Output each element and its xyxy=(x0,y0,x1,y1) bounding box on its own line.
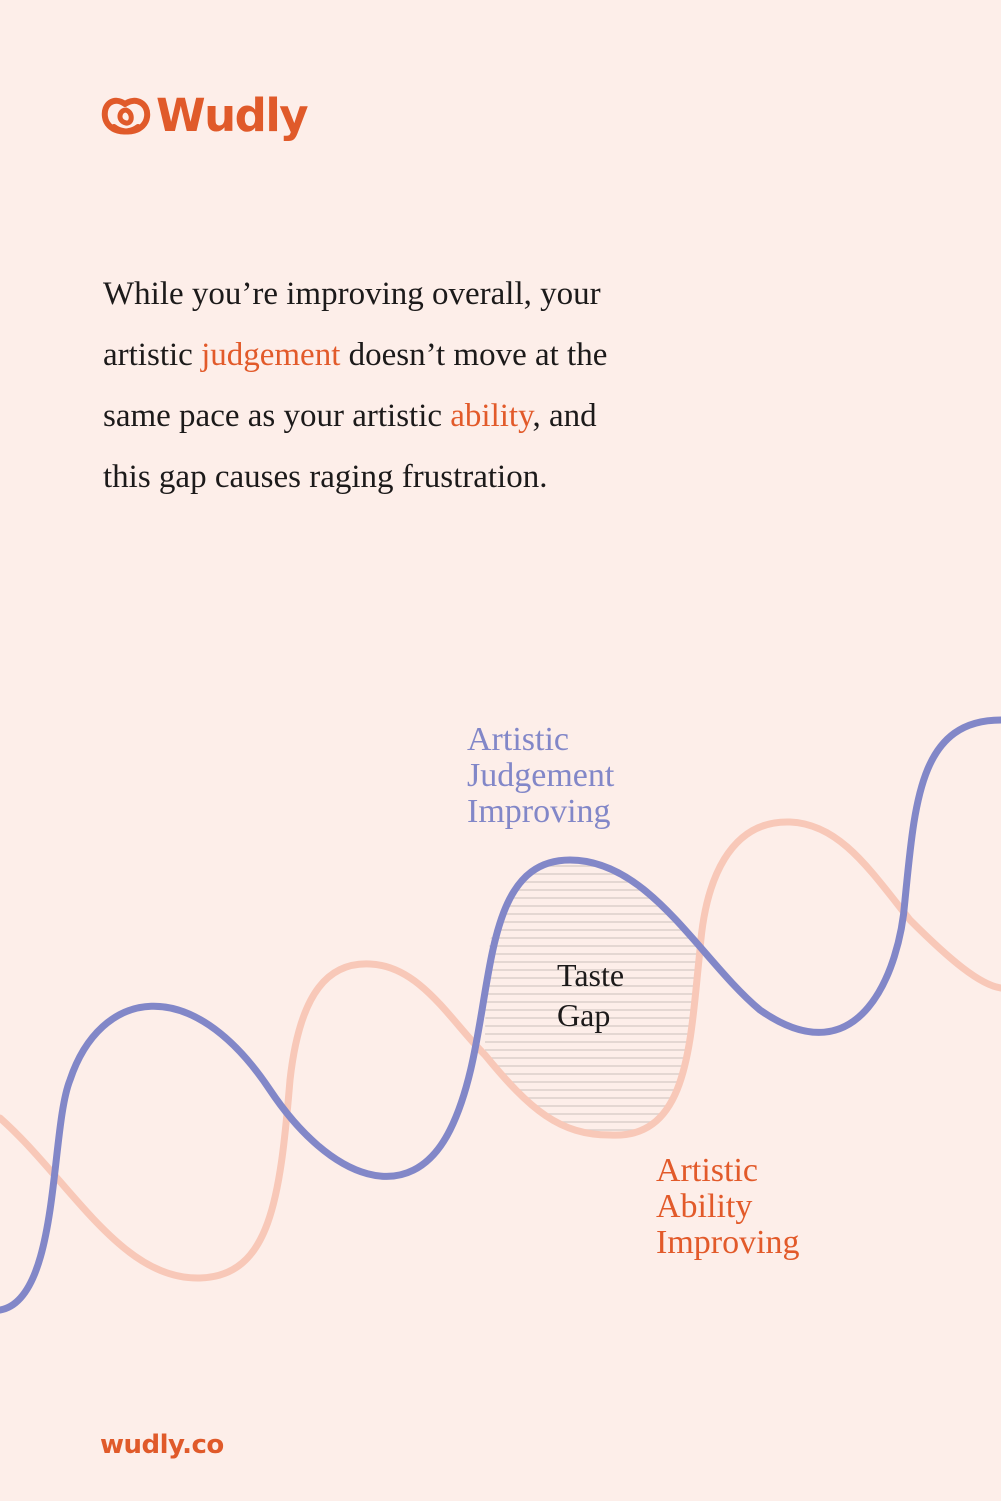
judgement-label xyxy=(467,722,614,830)
intro-text-part-1: While you’re improving overall, your artistic xyxy=(103,276,601,373)
highlight-judgement: judgement xyxy=(201,337,341,373)
ability-label xyxy=(656,1153,800,1261)
taste-gap-label-line-2: Gap xyxy=(557,997,611,1033)
taste-gap-label xyxy=(557,955,624,1035)
highlight-ability: ability xyxy=(450,398,533,434)
taste-gap-label-line-1: Taste xyxy=(557,957,625,993)
judgement-label-line-1: Artistic xyxy=(467,721,569,758)
footer-url[interactable]: wudly.co xyxy=(100,1430,224,1460)
intro-text-part-2: doesn’t move at the same pace as your artistic xyxy=(103,337,608,434)
judgement-label-line-2: Judgement xyxy=(467,757,615,794)
brand-name: Wudly xyxy=(156,88,308,142)
ability-label-line-2: Ability xyxy=(656,1188,753,1225)
ability-label-line-1: Artistic xyxy=(656,1152,758,1189)
judgement-label-line-3: Improving xyxy=(467,793,611,830)
intro-text-part-3: , and this gap causes raging frustration. xyxy=(103,398,597,495)
ability-label-line-3: Improving xyxy=(656,1224,800,1261)
